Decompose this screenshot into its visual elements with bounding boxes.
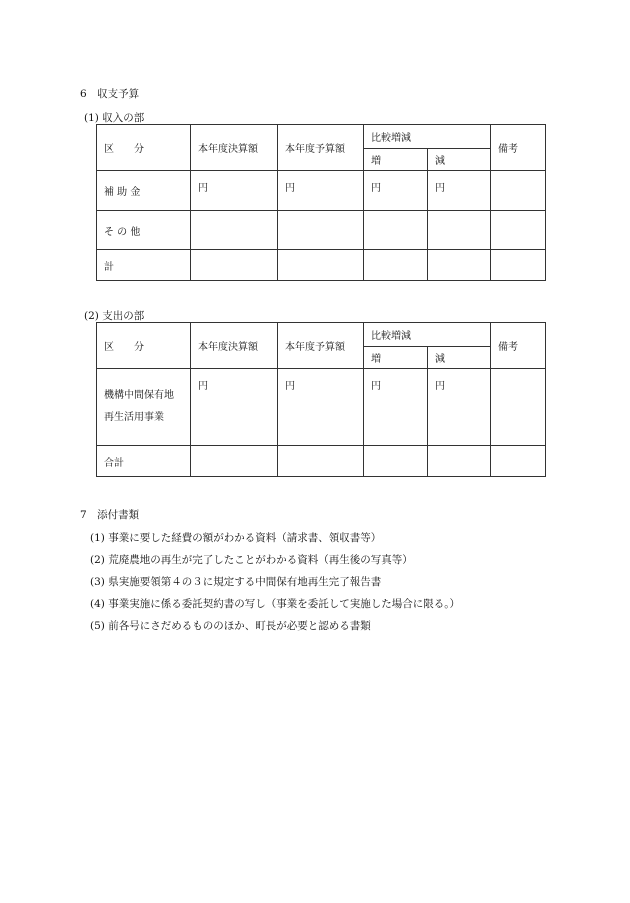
- cell-increase: [364, 211, 428, 250]
- list-item: (1) 事業に要した経費の額がわかる資料（請求書、領収書等）: [90, 532, 382, 544]
- income-section-title: (1) 収入の部: [84, 112, 145, 124]
- table-row: [97, 369, 546, 446]
- cell-budget: 円: [278, 369, 364, 446]
- header-category: 区 分: [97, 323, 191, 369]
- cell-settled: 円: [191, 171, 278, 211]
- row-label: [97, 369, 191, 446]
- header-budget-amount: 本年度予算額: [278, 323, 364, 369]
- table-row: [97, 211, 546, 250]
- header-comparison: 比較増減: [364, 125, 491, 149]
- income-table: [96, 124, 546, 281]
- table-row: [97, 446, 546, 477]
- section-7-title: 7 添付書類: [80, 509, 140, 521]
- cell-decrease: [428, 250, 491, 281]
- cell-budget: [278, 250, 364, 281]
- cell-settled: [191, 446, 278, 477]
- cell-remarks: [491, 369, 546, 446]
- cell-increase: [364, 250, 428, 281]
- cell-remarks: [491, 211, 546, 250]
- list-item: (2) 荒廃農地の再生が完了したことがわかる資料（再生後の写真等）: [90, 554, 413, 566]
- header-comparison: 比較増減: [364, 323, 491, 347]
- cell-budget: [278, 211, 364, 250]
- header-remarks: 備考: [491, 125, 546, 171]
- header-settled-amount: 本年度決算額: [191, 125, 278, 171]
- cell-budget: [278, 446, 364, 477]
- header-increase: 増: [364, 347, 428, 369]
- cell-settled: [191, 211, 278, 250]
- list-item: (5) 前各号にさだめるもののほか、町長が必要と認める書類: [90, 620, 371, 632]
- row-label: そ の 他: [97, 211, 191, 250]
- row-label: 計: [97, 250, 191, 281]
- cell-decrease: [428, 446, 491, 477]
- cell-decrease: [428, 211, 491, 250]
- cell-increase: 円: [364, 171, 428, 211]
- section-6-title: 6 収支予算: [80, 88, 140, 100]
- expense-table: [96, 322, 546, 477]
- cell-settled: 円: [191, 369, 278, 446]
- cell-decrease: 円: [428, 171, 491, 211]
- row-label: 補 助 金: [97, 171, 191, 211]
- cell-decrease: 円: [428, 369, 491, 446]
- table-row: [97, 250, 546, 281]
- row-label-line1: 機構中間保有地: [104, 390, 174, 401]
- cell-remarks: [491, 250, 546, 281]
- table-row: [97, 171, 546, 211]
- list-item: (4) 事業実施に係る委託契約書の写し（事業を委託して実施した場合に限る。）: [90, 598, 460, 610]
- cell-increase: 円: [364, 369, 428, 446]
- row-label-line2: 再生活用事業: [104, 412, 164, 423]
- header-decrease: 減: [428, 149, 491, 171]
- header-remarks: 備考: [491, 323, 546, 369]
- cell-settled: [191, 250, 278, 281]
- cell-remarks: [491, 446, 546, 477]
- cell-budget: 円: [278, 171, 364, 211]
- header-settled-amount: 本年度決算額: [191, 323, 278, 369]
- cell-remarks: [491, 171, 546, 211]
- expense-section-title: (2) 支出の部: [84, 310, 145, 322]
- cell-increase: [364, 446, 428, 477]
- row-label: 合計: [97, 446, 191, 477]
- header-budget-amount: 本年度予算額: [278, 125, 364, 171]
- list-item: (3) 県実施要領第４の３に規定する中間保有地再生完了報告書: [90, 576, 382, 588]
- header-decrease: 減: [428, 347, 491, 369]
- header-category: 区 分: [97, 125, 191, 171]
- header-increase: 増: [364, 149, 428, 171]
